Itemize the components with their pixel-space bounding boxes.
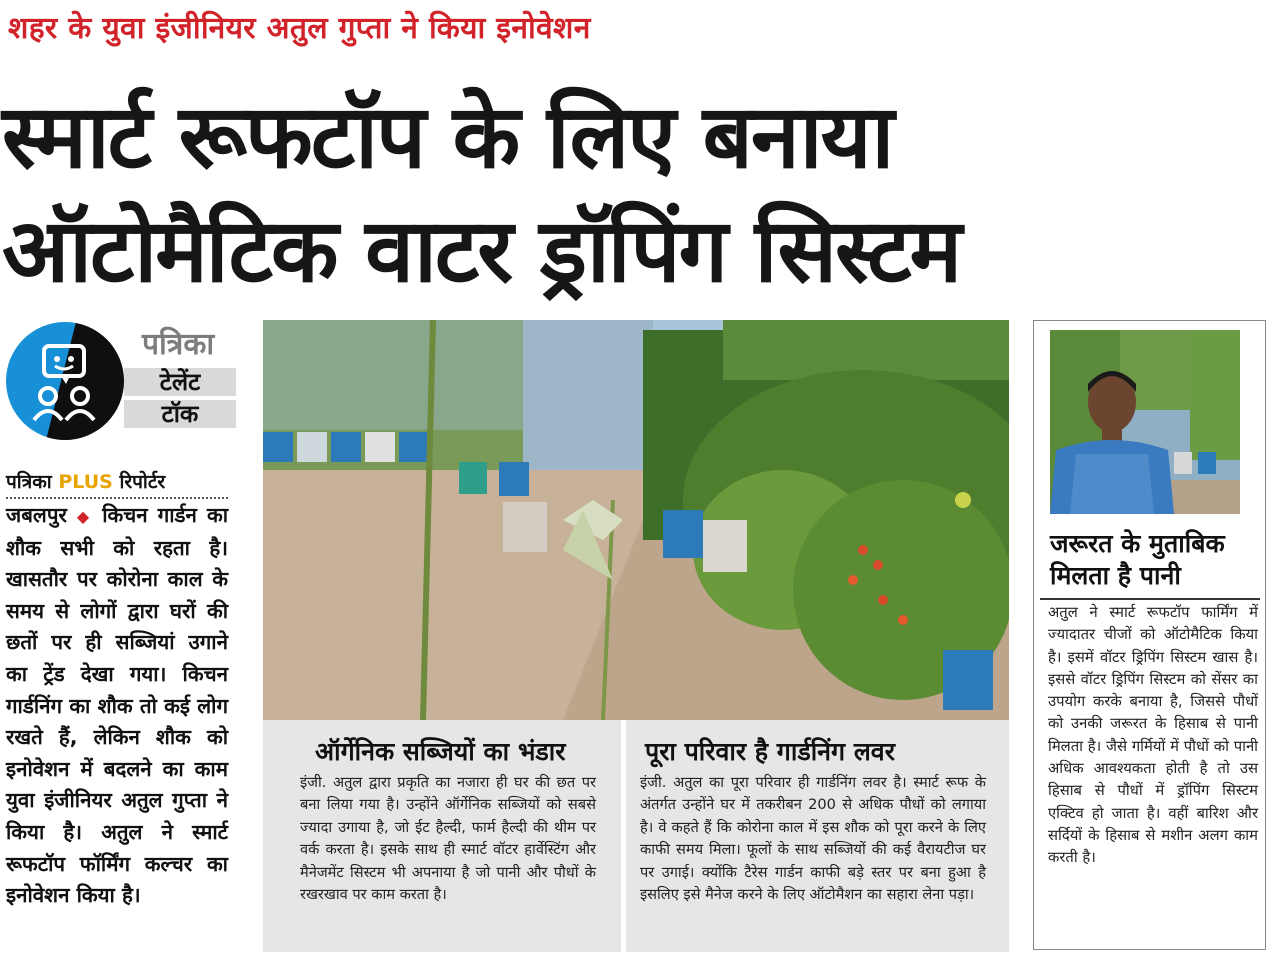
sidebar-heading [1050,528,1260,592]
badge-brand: पत्रिका [142,327,215,362]
lead-paragraph [6,500,228,912]
talk-people-icon [6,322,124,440]
column-2-heading: पूरा परिवार है गार्डनिंग लवर [645,737,895,766]
column-1-heading: ऑर्गेनिक सब्जियों का भंडार [315,737,566,766]
sidebar-divider [1040,598,1260,600]
column-2-text: इंजी. अतुल का पूरा परिवार ही गार्डनिंग लवर है। स्मार्ट रूफ के अंतर्गत उन्होंने घर में तकरीबन 200 से अधिक पौधों को लगाया है। वे कहते हैं कि कोरोना काल में इस शौक को पूरा करने के लिए काफी समय मिला। फूलों के साथ सब्जियों की कई वैरायटीज घर पर उगाई। क्योंकि टैरेस गार्डन काफी बड़े स्तर पर बना हुआ है इसलिए इसे मैनेज करने के लिए ऑटोमैशन का सहारा लेना पड़ा। [640,774,986,904]
diamond-icon: ◆ [76,507,93,526]
byline-prefix: पत्रिका [6,471,52,493]
talent-talk-badge [6,320,232,430]
badge-line-1: टेलेंट [124,368,236,396]
lead-text: किचन गार्डन का शौक सभी को रहता है। खासतौर पर कोरोना काल के समय से लोगों द्वारा घरों की छतों पर ही सब्जियां उगाने का ट्रेंड देखा गया। किचन गार्डनिंग का शौक तो कई लोग रखते हैं, लेकिन शौक को इनोवेशन में बदलने का काम युवा इंजीनियर अतुल गुप्ता ने किया है। अतुल ने स्मार्ट रूफटॉप फॉर्मिंग कल्चर का इनोवेशन किया है। [6,503,228,908]
portrait-photo [1050,330,1240,514]
main-headline [2,80,1267,308]
sidebar-heading-line-1: जरूरत के मुताबिक [1050,529,1225,558]
rooftop-garden-photo [263,320,1009,720]
headline-line-2: ऑटोमैटिक वाटर ड्रॉपिंग सिस्टम [2,199,961,302]
badge-line-2: टॉक [124,400,236,428]
sidebar-heading-line-2: मिलता है पानी [1050,561,1181,590]
sidebar-text: अतुल ने स्मार्ट रूफटॉप फार्मिंग में ज्यादातर चीजों को ऑटोमैटिक किया है। इसमें वॉटर ड्रिपिंग सिस्टम खास है। इससे वॉटर ड्रिपिंग सिस्टम को सेंसर का उपयोग करके बनाया है, जिससे पौधों को उनकी जरूरत के हिसाब से पानी मिलता है। जैसे गर्मियों में पौधों को पानी अधिक आवश्यकता होती है तो उस हिसाब से पौधों में ड्रॉपिंग सिस्टम एक्टिव हो जाता है। वहीं बारिश और सर्दियों के हिसाब से मशीन अलग काम करती है। [1048,604,1258,867]
column-1-text: इंजी. अतुल द्वारा प्रकृति का नजारा ही घर की छत पर बना लिया गया है। उन्होंने ऑर्गेनिक सब्जियों को सबसे ज्यादा उगाया है, जो ईट हैल्दी, फार्म हैल्दी की थीम पर वर्क करता है। इसके साथ ही स्मार्ट वॉटर हार्वेस्टिंग और मैनेजमेंट सिस्टम भी अपनाया है जो पानी और पौधों के रखरखाव पर काम करता है। [300,774,596,904]
dateline: जबलपुर [6,503,67,527]
headline-line-1: स्मार्ट रूफटॉप के लिए बनाया [2,85,893,188]
byline-plus: PLUS [58,471,113,493]
reporter-byline [6,468,228,499]
byline-suffix: रिपोर्टर [119,471,166,493]
kicker-headline: शहर के युवा इंजीनियर अतुल गुप्ता ने किया इनोवेशन [8,11,591,46]
